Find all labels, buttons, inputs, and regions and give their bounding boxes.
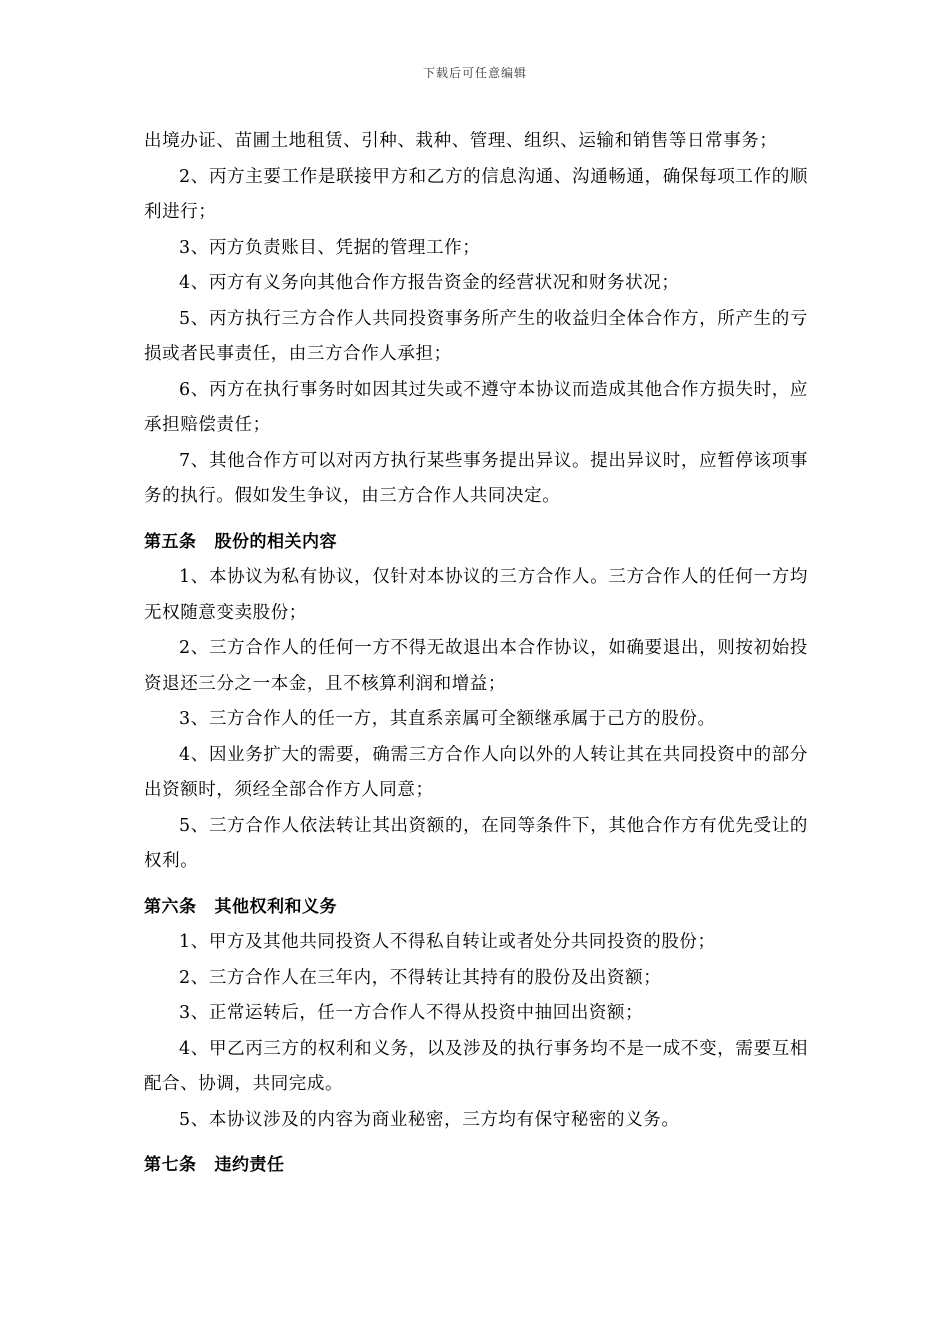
section-article-5 <box>144 515 808 880</box>
paragraph: 1、甲方及其他共同投资人不得私自转让或者处分共同投资的股份； <box>179 932 716 952</box>
section-heading <box>144 1138 808 1184</box>
paragraph: 出境办证、苗圃土地租赁、引种、栽种、管理、组织、运输和销售等日常事务； <box>144 131 778 151</box>
paragraph: 5、三方合作人依法转让其出资额的，在同等条件下，其他合作方有优先受让的权利。 <box>144 815 808 871</box>
paragraph: 5、丙方执行三方合作人共同投资事务所产生的收益归全体合作方，所产生的亏损或者民事责任，由三方合作人承担； <box>144 308 808 364</box>
paragraph: 7、其他合作方可以对丙方执行某些事务提出异议。提出异议时，应暂停该项事务的执行。假如发生争议，由三方合作人共同决定。 <box>144 450 808 506</box>
paragraph: 5、本协议涉及的内容为商业秘密，三方均有保守秘密的义务。 <box>179 1109 680 1130</box>
paragraph: 3、丙方负责账目、凭据的管理工作； <box>179 237 481 258</box>
paragraph: 2、三方合作人的任何一方不得无故退出本合作协议，如确要退出，则按初始投资退还三分之一本金，且不核算利润和增益； <box>144 638 808 694</box>
section-continuation <box>144 124 808 515</box>
paragraph: 4、丙方有义务向其他合作方报告资金的经营状况和财务状况； <box>179 273 680 293</box>
paragraph: 4、因业务扩大的需要，确需三方合作人向以外的人转让其在共同投资中的部分出资额时，须经全部合作方人同意； <box>144 744 808 800</box>
document-body <box>144 124 808 1184</box>
article-number: 第五条 <box>144 531 197 552</box>
article-title: 其他权利和义务 <box>214 896 337 917</box>
section-heading <box>144 515 808 561</box>
article-title: 违约责任 <box>214 1155 285 1175</box>
section-heading <box>144 880 808 926</box>
paragraph: 1、本协议为私有协议，仅针对本协议的三方合作人。三方合作人的任何一方均无权随意变卖股份； <box>144 567 808 623</box>
article-number: 第七条 <box>144 1155 197 1175</box>
paragraph: 2、三方合作人在三年内，不得转让其持有的股份及出资额； <box>179 967 662 988</box>
page-header: 下载后可任意编辑 <box>422 66 527 80</box>
paragraph: 3、三方合作人的任一方，其直系亲属可全额继承属于己方的股份。 <box>179 709 716 729</box>
paragraph: 6、丙方在执行事务时如因其过失或不遵守本协议而造成其他合作方损失时，应承担赔偿责任； <box>144 379 808 435</box>
article-title: 股份的相关内容 <box>214 531 337 552</box>
article-number: 第六条 <box>144 896 197 917</box>
section-article-7 <box>144 1138 808 1184</box>
paragraph: 2、丙方主要工作是联接甲方和乙方的信息沟通、沟通畅通，确保每项工作的顺利进行； <box>144 166 808 222</box>
paragraph: 3、正常运转后，任一方合作人不得从投资中抽回出资额； <box>179 1003 644 1023</box>
section-article-6 <box>144 880 808 1139</box>
paragraph: 4、甲乙丙三方的权利和义务，以及涉及的执行事务均不是一成不变，需要互相配合、协调，共同完成。 <box>144 1038 808 1094</box>
